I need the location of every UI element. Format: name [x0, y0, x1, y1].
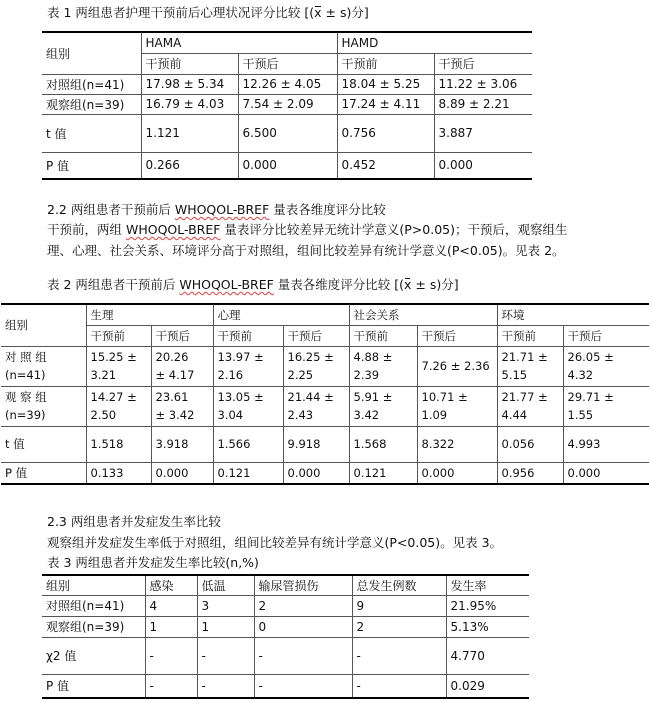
table1-cell: 16.79 ± 4.03 [141, 94, 238, 114]
cell-line: 16.25 ± [287, 350, 334, 364]
section22-heading-a: 2.2 两组患者干预前后 [47, 202, 175, 217]
table-row [1, 346, 649, 386]
table2-cell [417, 386, 497, 426]
table3-header: 发生率 [446, 575, 529, 595]
table3-cell: 2 [352, 616, 446, 637]
table1-caption-suffix: ± s)分] [321, 5, 369, 20]
table2-cell [213, 346, 283, 386]
table2-caption-xbar: x [404, 277, 412, 292]
table3-cell: P 值 [42, 674, 145, 698]
table1-cell: 0.000 [434, 152, 532, 179]
cell-line: 5.91 ± [353, 390, 393, 404]
table2-cell: 0.000 [151, 462, 213, 484]
table1-cell: 0.452 [337, 152, 434, 179]
table3-cell: 1 [145, 616, 197, 637]
table1-hama-before: 干预前 [141, 53, 238, 74]
table-row [1, 462, 649, 484]
table1-cell: 12.26 ± 4.05 [238, 74, 337, 94]
table2-ctrl-label-2: (n=41) [5, 368, 46, 382]
table3-header: 组别 [42, 575, 145, 595]
cell-line: 2.50 [90, 408, 117, 422]
table2-cell [497, 386, 563, 426]
table2-cell: 1.518 [86, 426, 151, 462]
section23-heading: 2.3 两组患者并发症发生率比较 [47, 514, 221, 529]
section22-heading [47, 200, 386, 218]
table3-cell: 5.13% [446, 616, 529, 637]
table-row [42, 94, 532, 114]
table-row [42, 616, 529, 637]
table-row [1, 426, 649, 462]
table2-caption [47, 275, 459, 293]
table3-header: 感染 [145, 575, 197, 595]
table1-caption [47, 3, 369, 21]
cell-line: 13.97 ± [217, 350, 264, 364]
table2-cell: 3.918 [151, 426, 213, 462]
table2-cell: 1.566 [213, 426, 283, 462]
table1-row-label: 对照组(n=41) [42, 74, 141, 94]
table1-cell: 11.22 ± 3.06 [434, 74, 532, 94]
table1-cell: 17.24 ± 4.11 [337, 94, 434, 114]
table1-caption-xbar: x [314, 5, 322, 20]
table2-before: 干预前 [86, 325, 151, 346]
cell-line: 13.05 ± [217, 390, 264, 404]
table2-cell: 0.133 [86, 462, 151, 484]
table-row [42, 595, 529, 616]
cell-line: ± 3.42 [155, 408, 195, 422]
cell-line: 2.43 [287, 408, 314, 422]
table2-cell: 1.568 [349, 426, 417, 462]
table2-after: 干预后 [151, 325, 213, 346]
table2-cell [497, 346, 563, 386]
table3-cell: 对照组(n=41) [42, 595, 145, 616]
table3-cell: - [145, 674, 197, 698]
table2-cell [86, 346, 151, 386]
table3-cell: 0.029 [446, 674, 529, 698]
table2-cell [213, 386, 283, 426]
table2 [1, 303, 649, 485]
table1-cell: 1.121 [141, 114, 238, 152]
table3-cell: 1 [197, 616, 254, 637]
table3-header: 输尿管损伤 [254, 575, 352, 595]
table2-caption-a: 表 2 两组患者干预前后 [47, 277, 180, 292]
cell-line: 2.25 [287, 368, 314, 382]
table2-after: 干预后 [283, 325, 349, 346]
cell-line: 5.15 [501, 368, 528, 382]
table2-cell [283, 346, 349, 386]
cell-line: 4.32 [567, 368, 594, 382]
table2-dim-psych: 心理 [213, 304, 349, 325]
table1-row-label: 观察组(n=39) [42, 94, 141, 114]
cell-line: 4.44 [501, 408, 528, 422]
table2-cell [86, 386, 151, 426]
table2-cell: 0.056 [497, 426, 563, 462]
table2-cell: 9.918 [283, 426, 349, 462]
cell-line: 1.09 [421, 408, 448, 422]
table1-hamd-after: 干预后 [434, 53, 532, 74]
table1-hamd-header: HAMD [337, 32, 532, 53]
table3-cell: 21.95% [446, 595, 529, 616]
table3-caption: 表 3 两组患者并发症发生率比较(n,%) [47, 555, 259, 570]
section22-line2: 理、心理、社会关系、环境评分高于对照组，组间比较差异有统计学意义(P<0.05)。见表 2。 [47, 243, 565, 258]
cell-line: 21.71 ± [501, 350, 548, 364]
table3-cell: 观察组(n=39) [42, 616, 145, 637]
table2-caption-b: WHOQOL-BREF [179, 277, 274, 292]
table2-before: 干预前 [497, 325, 563, 346]
table1-cell: 6.500 [238, 114, 337, 152]
table-header-row [42, 575, 529, 595]
table2-t-label: t 值 [1, 426, 86, 462]
cell-line: 21.44 ± [287, 390, 334, 404]
table2-cell [563, 346, 649, 386]
table-row [42, 114, 532, 152]
table2-dim-physical: 生理 [86, 304, 213, 325]
cell-line: 29.71 ± [567, 390, 614, 404]
cell-line: 2.16 [217, 368, 244, 382]
table2-cell: 0.121 [349, 462, 417, 484]
table3-cell: - [254, 674, 352, 698]
table2-cell: 0.000 [283, 462, 349, 484]
table3-cell: - [197, 637, 254, 674]
table2-ctrl-label [1, 346, 86, 386]
table3-cell: 2 [254, 595, 352, 616]
table-row [1, 386, 649, 426]
table-row [42, 152, 532, 179]
table1-group-header: 组别 [42, 32, 141, 74]
table1-cell: 17.98 ± 5.34 [141, 74, 238, 94]
table3-cell: 4 [145, 595, 197, 616]
table2-p-label: P 值 [1, 462, 86, 484]
cell-line: 3.21 [90, 368, 117, 382]
table2-cell: 0.956 [497, 462, 563, 484]
section22-line1-b: WHOQOL-BREF [125, 222, 221, 237]
table1-cell: 0.756 [337, 114, 434, 152]
table2-caption-suffix: ± s)分] [411, 277, 459, 292]
table2-caption-c: 量表各维度评分比较 [( [273, 277, 405, 292]
table3-cell: - [254, 637, 352, 674]
table2-cell: 0.121 [213, 462, 283, 484]
table2-group-header: 组别 [1, 304, 86, 346]
section22-heading-b: WHOQOL-BREF [174, 202, 270, 217]
table1-cell: 3.887 [434, 114, 532, 152]
table1-cell: 0.000 [238, 152, 337, 179]
table2-cell [349, 386, 417, 426]
table3-cell: 4.770 [446, 637, 529, 674]
table2-cell [151, 346, 213, 386]
cell-line: 20.26 [155, 350, 189, 364]
table1-row-label: P 值 [42, 152, 141, 179]
table1-cell: 8.89 ± 2.21 [434, 94, 532, 114]
cell-line: 3.42 [353, 408, 380, 422]
table2-cell [417, 346, 497, 386]
table3-cell: 0 [254, 616, 352, 637]
table2-cell [283, 386, 349, 426]
table2-cell: 0.000 [417, 462, 497, 484]
cell-line: 2.39 [353, 368, 380, 382]
table1-caption-prefix: 表 1 两组患者护理干预前后心理状况评分比较 [( [47, 5, 315, 20]
table2-before: 干预前 [349, 325, 417, 346]
cell-line: 26.05 ± [567, 350, 614, 364]
table2-cell: 4.993 [563, 426, 649, 462]
table2-before: 干预前 [213, 325, 283, 346]
table3-cell: - [197, 674, 254, 698]
table2-cell [151, 386, 213, 426]
cell-line: 4.88 ± [353, 350, 393, 364]
cell-line: 3.04 [217, 408, 244, 422]
section22-heading-c: 量表各维度评分比较 [269, 202, 386, 217]
table2-ctrl-label-1: 对 照 组 [5, 350, 47, 364]
table3-cell: 3 [197, 595, 254, 616]
table-row [42, 637, 529, 674]
table3-header: 总发生例数 [352, 575, 446, 595]
table2-cell [349, 346, 417, 386]
table3-cell: - [352, 674, 446, 698]
table3-cell: - [352, 637, 446, 674]
table3 [42, 574, 529, 699]
table3-cell: χ2 值 [42, 637, 145, 674]
table2-after: 干预后 [563, 325, 649, 346]
cell-line: 23.61 [155, 390, 189, 404]
cell-line: 14.27 ± [90, 390, 137, 404]
cell-line: 7.26 ± 2.36 [421, 359, 490, 373]
table2-obs-label [1, 386, 86, 426]
table2-cell [563, 386, 649, 426]
cell-line: ± 4.17 [155, 368, 195, 382]
table2-after: 干预后 [417, 325, 497, 346]
table3-cell: - [145, 637, 197, 674]
table1-cell: 7.54 ± 2.09 [238, 94, 337, 114]
table2-cell: 8.322 [417, 426, 497, 462]
table1 [42, 31, 532, 180]
table1-cell: 0.266 [141, 152, 238, 179]
section22-line1-a: 干预前，两组 [47, 222, 126, 237]
table2-obs-label-1: 观 察 组 [5, 390, 47, 404]
cell-line: 15.25 ± [90, 350, 137, 364]
table1-row-label: t 值 [42, 114, 141, 152]
table2-dim-env: 环境 [497, 304, 649, 325]
table2-cell: 0.000 [563, 462, 649, 484]
cell-line: 21.77 ± [501, 390, 548, 404]
section22-line1 [47, 220, 568, 238]
table-row [42, 674, 529, 698]
table1-cell: 18.04 ± 5.25 [337, 74, 434, 94]
table1-hamd-before: 干预前 [337, 53, 434, 74]
table2-obs-label-2: (n=39) [5, 408, 46, 422]
table3-header: 低温 [197, 575, 254, 595]
table1-hama-after: 干预后 [238, 53, 337, 74]
section22-line1-c: 量表评分比较差异无统计学意义(P>0.05)；干预后，观察组生 [220, 222, 568, 237]
table2-dim-social: 社会关系 [349, 304, 497, 325]
table3-cell: 9 [352, 595, 446, 616]
table-row [42, 74, 532, 94]
cell-line: 1.55 [567, 408, 594, 422]
cell-line: 10.71 ± [421, 390, 468, 404]
section23-line1: 观察组并发症发生率低于对照组，组间比较差异有统计学意义(P<0.05)。见表 3。 [47, 535, 503, 550]
table1-hama-header: HAMA [141, 32, 337, 53]
